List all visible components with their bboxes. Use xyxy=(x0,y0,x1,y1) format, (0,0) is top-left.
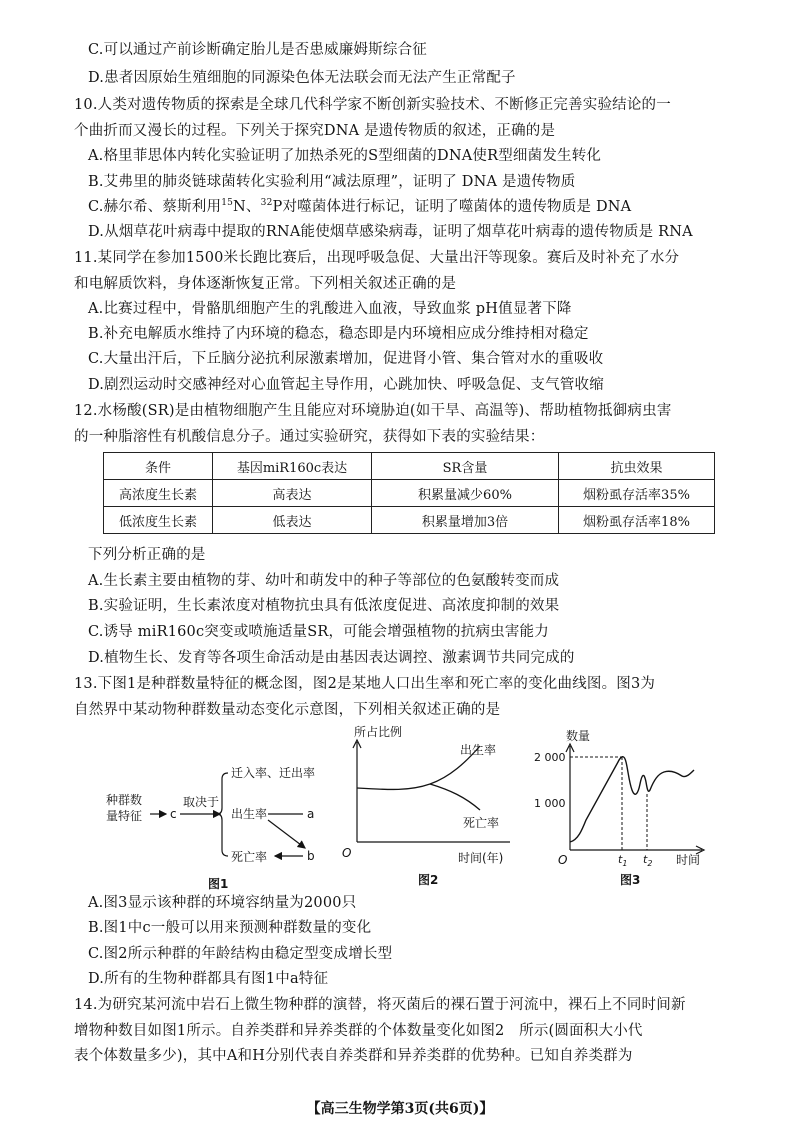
q12-stem-line2: 的一种脂溶性有机酸信息分子。通过实验研究，获得如下表的实验结果： xyxy=(74,429,545,445)
fig3-caption: 图3 xyxy=(620,873,641,887)
q10-option-c-pre: C.赫尔希、蔡斯利用 xyxy=(88,199,222,215)
table-cell: 积累量增加3倍 xyxy=(372,507,559,534)
q13-option-a: A.图3显示该种群的环境容纳量为2000只 xyxy=(88,895,357,911)
fig1-label-decide: 取决于 xyxy=(183,795,220,809)
fig2-xlabel: 时间(年) xyxy=(458,851,504,865)
q13-stem-line1: 13.下图1是种群数量特征的概念图，图2是某地人口出生率和死亡率的变化曲线图。图3为 xyxy=(74,676,656,692)
fig1-label-b: b xyxy=(307,849,315,863)
table-cell: 积累量减少60% xyxy=(372,480,559,507)
q10-option-c-mid: N、 xyxy=(233,199,261,215)
fig1-brace xyxy=(217,773,228,856)
q11-option-c: C.大量出汗后，下丘脑分泌抗利尿激素增加，促进肾小管、集合管对水的重吸收 xyxy=(88,351,604,367)
figure-3-population-dynamics xyxy=(530,722,710,890)
q12-option-a: A.生长素主要由植物的芽、幼叶和萌发中的种子等部位的色氨酸转变而成 xyxy=(88,573,560,589)
table-cell: 低表达 xyxy=(213,507,372,534)
q12-option-b: B.实验证明，生长素浓度对植物抗虫具有低浓度促进、高浓度抑制的效果 xyxy=(88,598,560,614)
figure-2-rate-curves xyxy=(340,722,515,890)
q12-results-table xyxy=(103,452,715,534)
fig2-death-curve xyxy=(430,784,480,810)
q14-stem-line3: 表个体数量多少)，其中A和H分别代表自养类群和异养类群的优势种。已知自养类群为 xyxy=(74,1048,633,1064)
fig3-t1-label xyxy=(618,853,627,868)
q14-stem-line2: 增物种数目如图1所示。自养类群和异养类群的个体数量变化如图2 所示(圆面积大小代 xyxy=(74,1023,643,1039)
fig3-y1000: 1 000 xyxy=(534,797,566,810)
table-row xyxy=(104,480,715,507)
fig2-birth-label: 出生率 xyxy=(460,743,497,757)
table-header-cell: 条件 xyxy=(104,453,213,480)
q10-option-c-post: P对噬菌体进行标记，证明了噬菌体的遗传物质是 DNA xyxy=(272,199,632,215)
q12-question: 下列分析正确的是 xyxy=(88,547,206,563)
q11-stem-line1: 11.某同学在参加1500米长跑比赛后，出现呼吸急促、大量出汗等现象。赛后及时补充了水分 xyxy=(74,250,680,266)
table-cell: 低浓度生长素 xyxy=(104,507,213,534)
q13-stem-line2: 自然界中某动物种群数量动态变化示意图，下列相关叙述正确的是 xyxy=(74,702,501,718)
fig1-caption: 图1 xyxy=(208,877,229,891)
fig1-branch-1: 迁入率、迁出率 xyxy=(231,766,316,780)
table-cell: 烟粉虱存活率35% xyxy=(559,480,715,507)
fig3-t2-label xyxy=(643,853,652,868)
q10-option-d: D.从烟草花叶病毒中提取的RNA能使烟草感染病毒，证明了烟草花叶病毒的遗传物质是 RNA xyxy=(88,224,693,240)
fig1-branch-3: 死亡率 xyxy=(231,850,268,864)
table-cell: 高表达 xyxy=(213,480,372,507)
fig1-connector xyxy=(268,820,305,848)
fig1-label-left1: 种群数 xyxy=(106,793,143,807)
page-footer: 【高三生物学第3页(共6页)】 xyxy=(306,1101,494,1117)
q10-option-a: A.格里菲思体内转化实验证明了加热杀死的S型细菌的DNA使R型细菌发生转化 xyxy=(88,148,602,164)
q13-option-c: C.图2所示种群的年龄结构由稳定型变成增长型 xyxy=(88,946,393,962)
q11-option-d: D.剧烈运动时交感神经对心血管起主导作用，心跳加快、呼吸急促、支气管收缩 xyxy=(88,377,604,393)
fig3-y2000: 2 000 xyxy=(534,751,566,764)
q10-option-b: B.艾弗里的肺炎链球菌转化实验利用“减法原理”，证明了 DNA 是遗传物质 xyxy=(88,174,576,190)
fig3-t1-sub: 1 xyxy=(622,859,628,868)
q10-option-c-sup1: 15 xyxy=(221,198,234,209)
fig3-t1-text: t xyxy=(618,853,623,866)
fig3-xlabel: 时间 xyxy=(676,853,701,867)
q12-stem-line1: 12.水杨酸(SR)是由植物细胞产生且能应对环境胁迫(如干旱、高温等)、帮助植物抵御病虫害 xyxy=(74,403,672,419)
table-cell: 高浓度生长素 xyxy=(104,480,213,507)
q11-option-a: A.比赛过程中，骨骼肌细胞产生的乳酸进入血液，导致血浆 pH值显著下降 xyxy=(88,301,572,317)
fig3-population-curve xyxy=(570,757,694,842)
table-header-cell: 抗虫效果 xyxy=(559,453,715,480)
q10-option-c-sup2: 32 xyxy=(260,198,273,209)
fig1-label-a: a xyxy=(307,807,315,821)
q13-option-d: D.所有的生物种群都具有图1中a特征 xyxy=(88,971,329,987)
fig1-label-left2: 量特征 xyxy=(106,809,143,823)
fig3-t2-sub: 2 xyxy=(647,859,653,868)
q12-option-d: D.植物生长、发育等各项生命活动是由基因表达调控、激素调节共同完成的 xyxy=(88,650,575,666)
q10-stem-line1: 10.人类对遗传物质的探索是全球几代科学家不断创新实验技术、不断修正完善实验结论的一 xyxy=(74,97,671,113)
table-header-cell: 基因miR160c表达 xyxy=(213,453,372,480)
fig2-caption: 图2 xyxy=(418,873,439,887)
q11-stem-line2: 和电解质饮料，身体逐渐恢复正常。下列相关叙述正确的是 xyxy=(74,276,457,292)
fig2-origin: O xyxy=(342,846,352,860)
figure-1-concept-map xyxy=(100,748,330,893)
q13-option-b: B.图1中c一般可以用来预测种群数量的变化 xyxy=(88,920,372,936)
q10-stem-line2: 个曲折而又漫长的过程。下列关于探究DNA 是遗传物质的叙述，正确的是 xyxy=(74,123,556,139)
fig2-death-label: 死亡率 xyxy=(463,816,500,830)
fig2-ylabel: 所占比例 xyxy=(354,725,403,739)
q9-option-c: C.可以通过产前诊断确定胎儿是否患威廉姆斯综合征 xyxy=(88,42,427,58)
fig1-label-c: c xyxy=(170,807,177,821)
q9-option-d: D.患者因原始生殖细胞的同源染色体无法联会而无法产生正常配子 xyxy=(88,70,516,86)
fig1-branch-2: 出生率 xyxy=(231,807,268,821)
q12-option-c: C.诱导 miR160c突变或喷施适量SR，可能会增强植物的抗病虫害能力 xyxy=(88,624,549,640)
table-row xyxy=(104,507,715,534)
q11-option-b: B.补充电解质水维持了内环境的稳态，稳态即是内环境相应成分维持相对稳定 xyxy=(88,326,589,342)
fig3-origin: O xyxy=(558,853,568,867)
fig3-t2-text: t xyxy=(643,853,648,866)
fig3-ylabel: 数量 xyxy=(566,729,591,743)
q14-stem-line1: 14.为研究某河流中岩石上微生物种群的演替，将灭菌后的裸石置于河流中，裸石上不同时间新 xyxy=(74,997,686,1013)
table-cell: 烟粉虱存活率18% xyxy=(559,507,715,534)
q10-option-c xyxy=(88,197,631,217)
table-header-row xyxy=(104,453,715,480)
table-header-cell: SR含量 xyxy=(372,453,559,480)
